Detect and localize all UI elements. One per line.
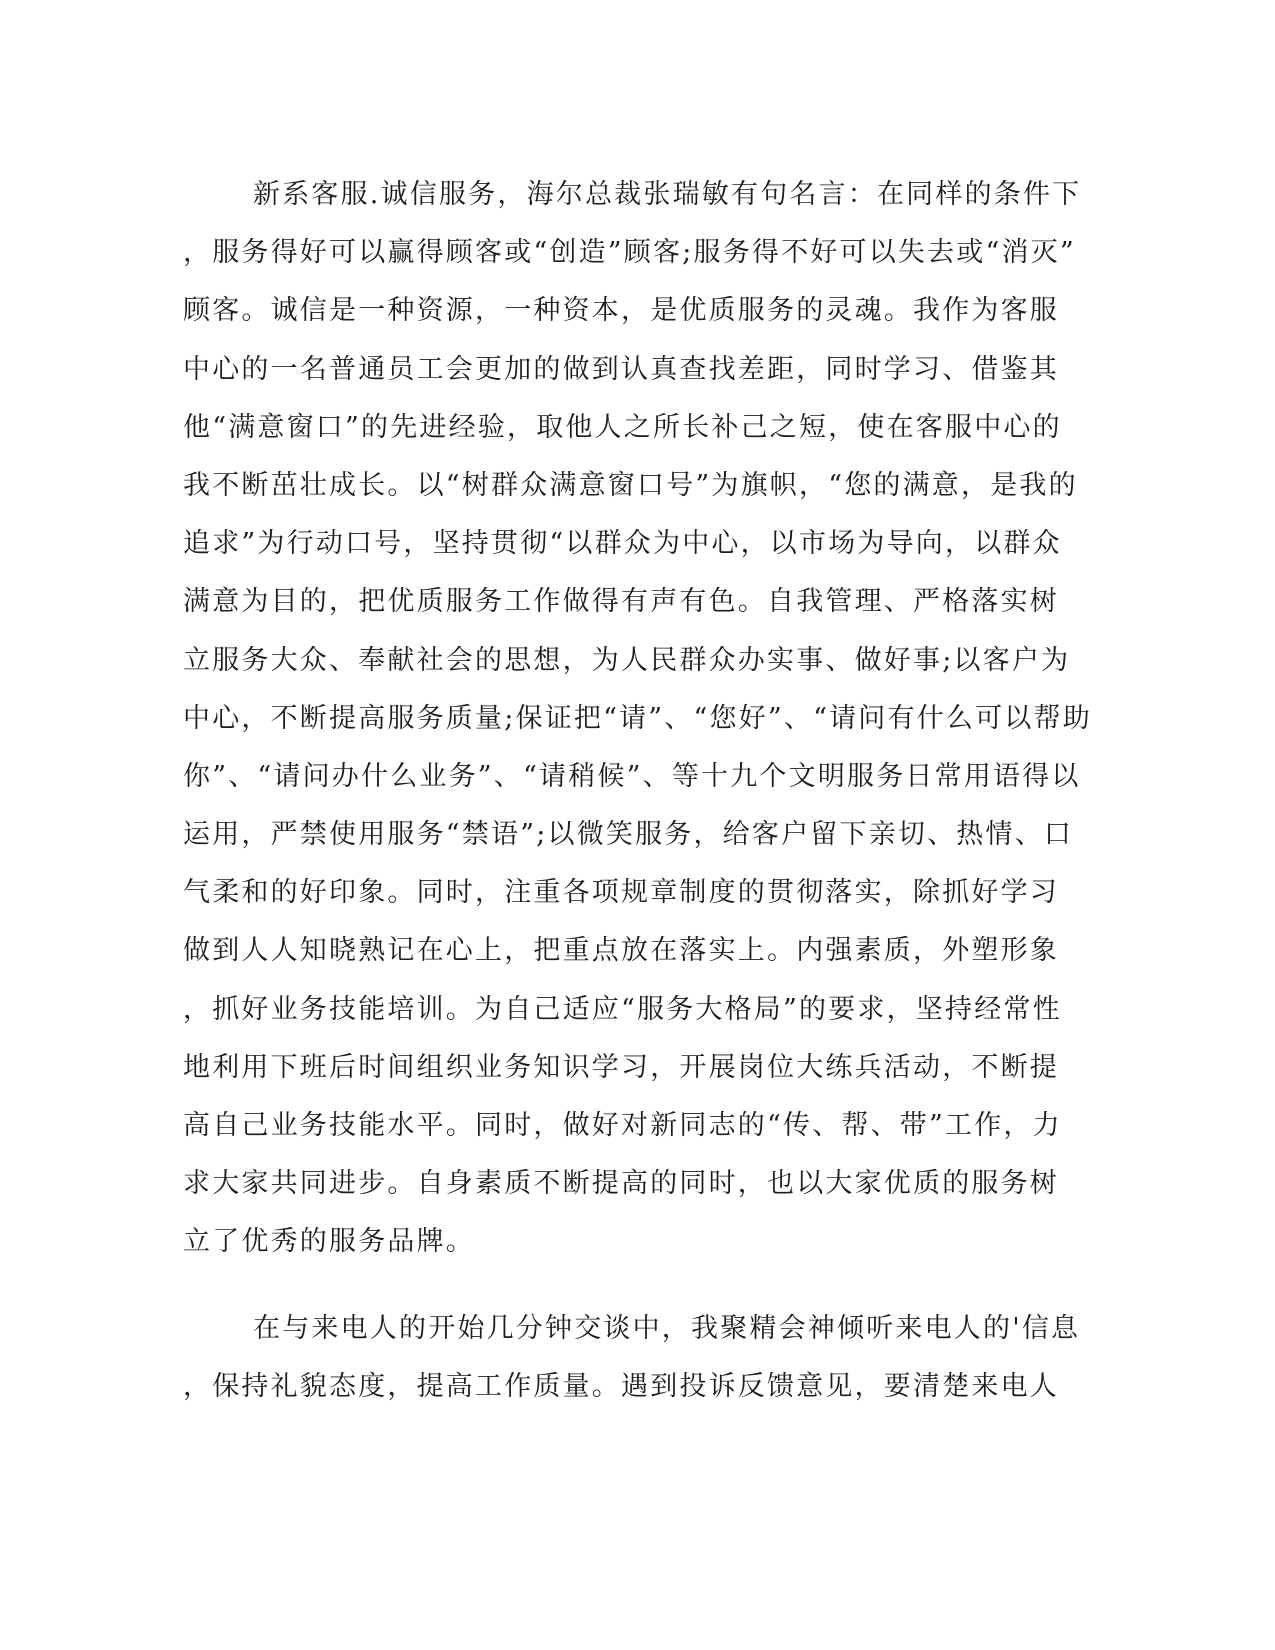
paragraph-line: 在与来电人的开始几分钟交谈中，我聚精会神倾听来电人的'信息 xyxy=(253,1313,1081,1344)
paragraph-line: 地利用下班后时间组织业务知识学习，开展岗位大练兵活动，不断提 xyxy=(183,1051,1059,1083)
paragraph-line: 求大家共同进步。自身素质不断提高的同时，也以大家优质的服务树 xyxy=(183,1168,1059,1200)
paragraph-line: 中心，不断提高服务质量;保证把“请”、“您好”、“请问有什么可以帮助 xyxy=(183,702,1092,734)
paragraph-line: 立了优秀的服务品牌。 xyxy=(183,1226,475,1258)
paragraph-line: 做到人人知晓熟记在心上，把重点放在落实上。内强素质，外塑形象 xyxy=(183,935,1059,967)
paragraph-line: 立服务大众、奉献社会的思想，为人民群众办实事、做好事;以客户为 xyxy=(183,644,1071,676)
paragraph-line: ，服务得好可以赢得顾客或“创造”顾客;服务得不好可以失去或“消灭” xyxy=(183,237,1076,269)
paragraph-2 xyxy=(183,1300,1081,1416)
paragraph-line: ，抓好业务技能培训。为自己适应“服务大格局”的要求，坚持经常性 xyxy=(183,993,1062,1025)
paragraph-line: 追求”为行动口号，坚持贯彻“以群众为中心，以市场为导向，以群众 xyxy=(183,528,1062,560)
paragraph-line: 气柔和的好印象。同时，注重各项规章制度的贯彻落实，除抓好学习 xyxy=(183,877,1059,909)
paragraph-line: 新系客服.诚信服务，海尔总裁张瑞敏有句名言：在同样的条件下 xyxy=(253,179,1082,210)
paragraph-line: 你”、“请问办什么业务”、“请稍候”、等十九个文明服务日常用语得以 xyxy=(183,760,1081,792)
paragraph-line: ，保持礼貌态度，提高工作质量。遇到投诉反馈意见，要清楚来电人 xyxy=(183,1371,1059,1403)
paragraph-line: 高自己业务技能水平。同时，做好对新同志的“传、帮、带”工作，力 xyxy=(183,1110,1062,1141)
paragraph-line: 我不断茁壮成长。以“树群众满意窗口号”为旗帜，“您的满意，是我的 xyxy=(183,469,1078,501)
paragraph-line: 运用，严禁使用服务“禁语”;以微笑服务，给客户留下亲切、热情、口 xyxy=(183,819,1074,851)
paragraph-line: 中心的一名普通员工会更加的做到认真查找差距，同时学习、借鉴其 xyxy=(183,353,1059,385)
paragraph-line: 满意为目的，把优质服务工作做得有声有色。自我管理、严格落实树 xyxy=(183,586,1059,618)
paragraph-line: 顾客。诚信是一种资源，一种资本，是优质服务的灵魂。我作为客服 xyxy=(183,295,1059,327)
paragraph-line: 他“满意窗口”的先进经验，取他人之所长补己之短，使在客服中心的 xyxy=(183,411,1062,443)
paragraph-1 xyxy=(183,166,1092,1272)
